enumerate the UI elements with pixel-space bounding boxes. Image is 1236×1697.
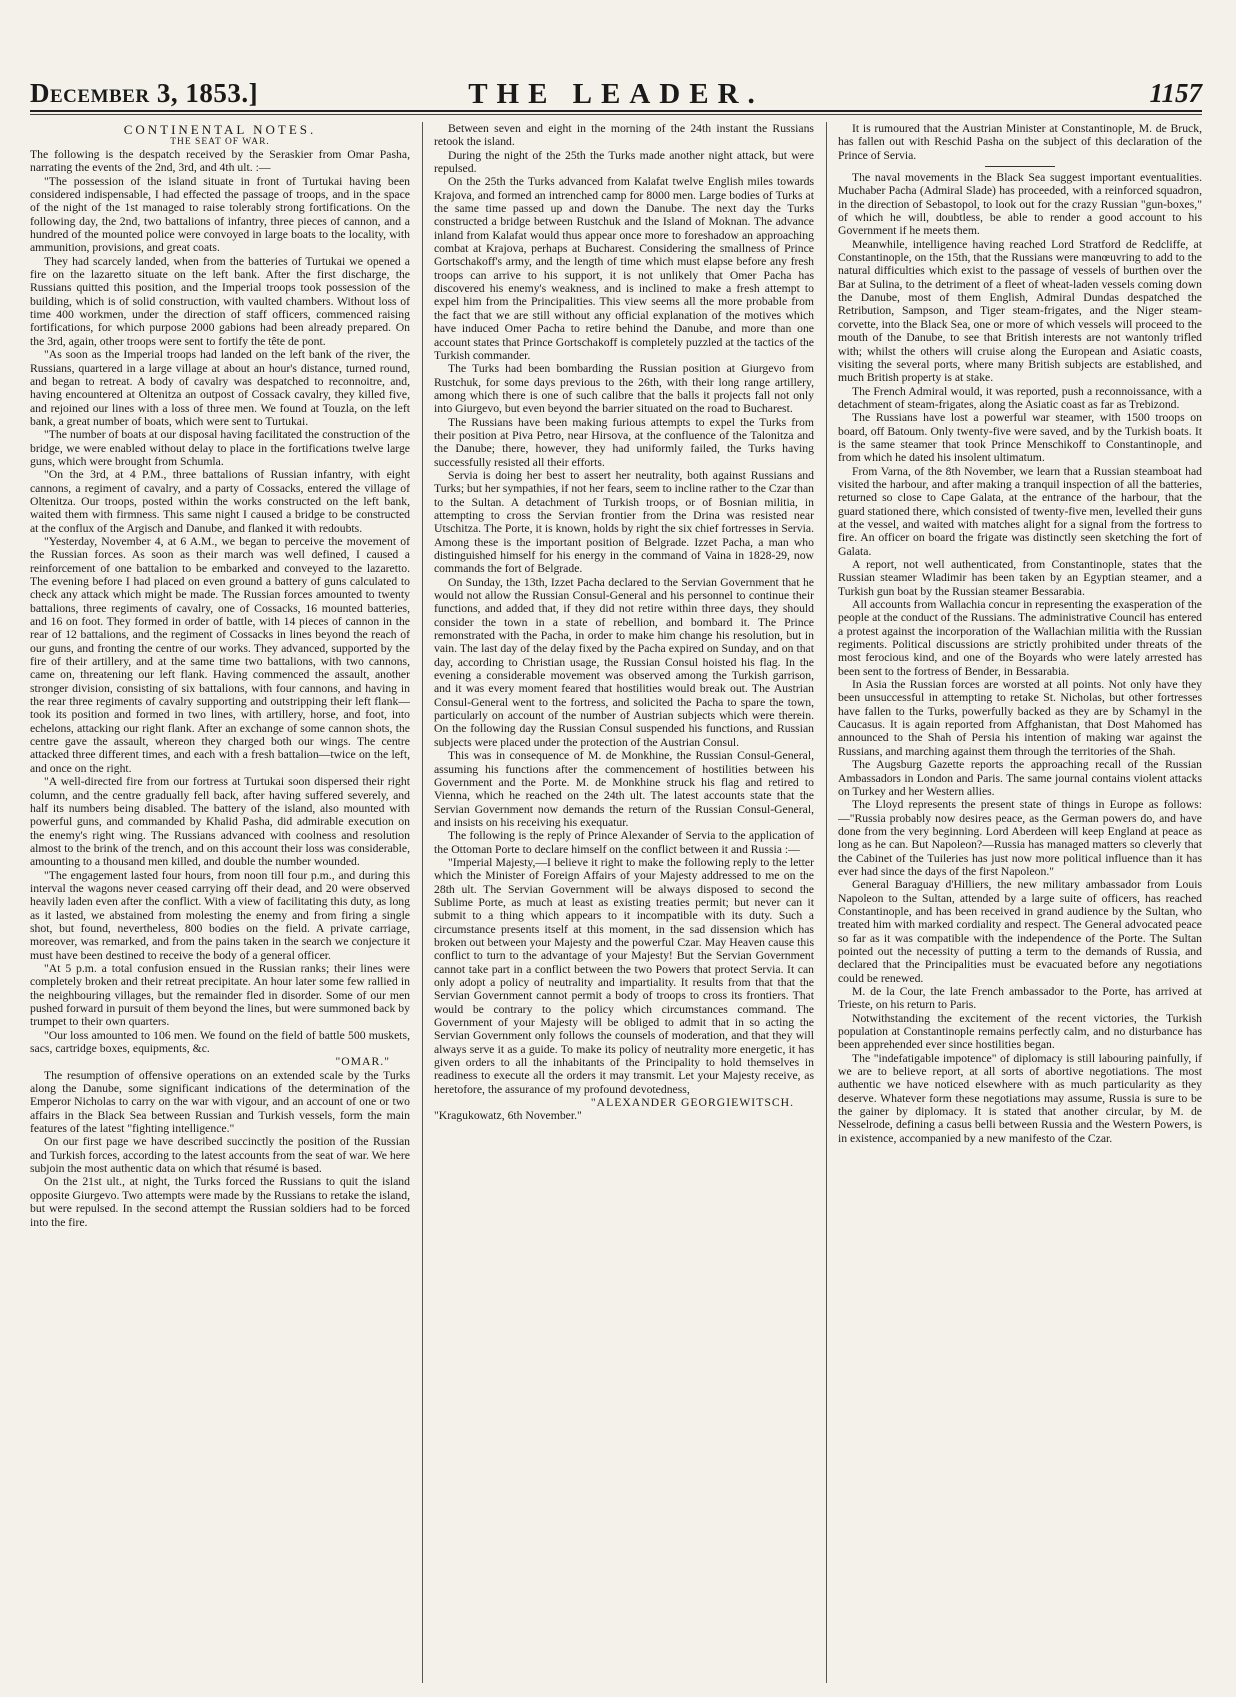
paragraph: The following is the despatch received by the Seraskier from Omar Pasha, narrating the events of the 2nd, 3rd, and 4th ult. :— bbox=[30, 148, 410, 175]
paragraph: "The engagement lasted four hours, from noon till four p.m., and during this interval the wagons never ceased carrying off their dead, and 20 were observed heavily laden even after the conflict. With a view of facilitating this duty, as long as it lasted, we abstained from molesting the enemy and from firing a single shot, but found, nevertheless, 800 bodies on the field. A private carriage, moreover, was remarked, and from the pains taken in the search we conjecture it must have been destined to receive the body of a general officer. bbox=[30, 868, 410, 962]
paragraph: During the night of the 25th the Turks made another night attack, but were repulsed. bbox=[434, 148, 814, 176]
paragraph: The Russians have been making furious attempts to expel the Turks from their position at Piva Petro, near Hirsova, at the confluence of the Talonitza and the Danube; there, however, they had uniformly failed, the Turks having successfully resisted all their efforts. bbox=[434, 415, 814, 469]
paragraph: "Imperial Majesty,—I believe it right to make the following reply to the letter which the Minister of Foreign Affairs of your Majesty addressed to me on the 28th ult. The Servian Government will be always disposed to second the Sublime Porte, as much at least as existing treaties permit; but never can it submit to a thing which appears to it incompatible with its duty. Such a circumstance presents itself at this moment, in the sad dissension which has broken out between your Majesty and the powerful Czar. May Heaven cause this conflict to turn to the advantage of your Majesty! But the Servian Government cannot take part in a conflict between the two Powers that protect Servia. It can only adopt a policy of neutrality and impartiality. It results from that that the Servian Government cannot permit a body of troops to cross its frontiers. That would be contrary to the policy which circumstances command. The Government of your Majesty will be obliged to admit that in so acting the Servian Government only follows the counsels of moderation, and that they will always serve it as a guide. To make its policy of neutrality more energetic, it has given orders to all the inhabitants of the Principality to hold themselves in readiness to execute all the orders it may transmit. Let your Majesty receive, as heretofore, the assurance of my profound devotedness, bbox=[434, 855, 814, 1096]
paragraph: On Sunday, the 13th, Izzet Pacha declared to the Servian Government that he would not allow the Russian Consul-General and his personnel to continue their functions, and added that, if they did not retire within three days, they should consider the town in a state of rebellion, and bombard it. The Prince remonstrated with the Pacha, in order to make him change his resolution, but in vain. The last day of the delay fixed by the Pacha expired on Sunday, and on that day, according to Christian usage, the Russian Consul hoisted his flag. In the evening a considerable movement was observed among the Turkish garrison, and it was every moment feared that hostilities would break out. The Austrian Consul-General went to the fortress, and solicited the Pacha to spare the town, particularly on account of the number of Austrian subjects which were therein. On the following day the Russian Consul suspended his functions, and Russian subjects were placed under the protection of the Austrian Consul. bbox=[434, 575, 814, 749]
paragraph: The Augsburg Gazette reports the approaching recall of the Russian Ambassadors in London and Paris. The same journal contains violent attacks on Turkey and her Western allies. bbox=[838, 758, 1202, 798]
paragraph: Between seven and eight in the morning of the 24th instant the Russians retook the island. bbox=[434, 122, 814, 149]
paragraph: Servia is doing her best to assert her neutrality, both against Russians and Turks; but her sympathies, if not her fears, seem to incline rather to the Czar than to the Sultan. A detachment of Turkish troops, or of Bosnian militia, in attempting to cross the Servian frontier from the Drina was resisted near Utschitza. The Porte, it is known, holds by right the six chief fortresses in Servia. Among these is the important position of Belgrade. Izzet Pacha, a man who distinguished himself for his energy in the command of Vaina in 1828-29, now commands the fort of Belgrade. bbox=[434, 468, 814, 576]
paragraph: The following is the reply of Prince Alexander of Servia to the application of the Ottoman Porte to declare himself on the conflict between it and Russia :— bbox=[434, 829, 814, 856]
paragraph: "A well-directed fire from our fortress at Turtukai soon dispersed their right column, and the centre gradually fell back, after having suffered severely, and half its numbers being disabled. The battery of the island, also mounted with powerful guns, and commanded by Khalid Pasha, did admirable execution on the enemy's right wing. The Russians advanced with coolness and resolution almost to the brink of the trench, and on this account their loss was considerable, amounting to a thousand men killed, and double the number wounded. bbox=[30, 775, 410, 869]
column-divider bbox=[422, 122, 423, 1683]
paragraph: On the 21st ult., at night, the Turks forced the Russians to quit the island opposite Giurgevo. Two attempts were made by the Russians to retake the island, but were repulsed. In the second attempt the Russian soldiers had to be forced into the fire. bbox=[30, 1175, 410, 1229]
paragraph: This was in consequence of M. de Monkhine, the Russian Consul-General, assuming his functions after the commencement of hostilities between his Government and the Porte. M. de Monkhine struck his flag and retired to Vienna, which he reached on the 24th ult. The latest accounts state that the Servian Government now demands the return of the Russian Consul-General, and insists on his receiving his exequatur. bbox=[434, 749, 814, 829]
paragraph: "The possession of the island situate in front of Turtukai having been considered indispensable, I had effected the passage of troops, and in the space of the night of the 1st managed to raise tolerably strong fortifications. On the following day, the 2nd, two battalions of infantry, three pieces of cannon, and a hundred of the mounted police were convoyed in large boats to the locality, with ammunition, provisions, and great coats. bbox=[30, 174, 410, 255]
page-number: 1157 bbox=[1149, 78, 1202, 108]
paragraph: In Asia the Russian forces are worsted at all points. Not only have they been unsuccessful in attempting to retake St. Nicholas, but other fortresses have fallen to the Turks, powerfully backed as they are by Schamyl in the Caucasus. It is again reported from Affghanistan, that Dost Mahomed has announced to the Shah of Persia his intention of making war against the Russians, and marching against them through the territories of the Shah. bbox=[838, 678, 1202, 758]
paragraph: "Yesterday, November 4, at 6 A.M., we began to perceive the movement of the Russian forces. As soon as their march was well defined, I caused a reinforcement of one battalion to be embarked and conveyed to the lazaretto. The evening before I had placed on even ground a battery of guns calculated to check any attack which might be made. The Russian forces amounted to twenty battalions, three regiments of cavalry, one of Cossacks, 16 mounted batteries, and 16 on foot. They formed in order of battle, with 14 pieces of cannon in the rear of 12 battalions, and the regiment of Cossacks in lines beyond the reach of our guns, and fronting the centre of our works. They advanced, supported by the fire of their artillery, and at the same time two battalions, with two cannons, came on, threatening our left flank. Having commenced the assault, another stronger division, consisting of six battalions, with four cannons, and having in the rear three regiments of cavalry supporting and outstripping their left flank—took its position and formed in two lines, with artillery, horse, and foot, into echelons, attacking our right flank. After an exchange of some cannon shots, the centre gave the assault, whereon they charged both our wings. The centre attacked three different times, and each with a fresh battalion—twice on the left, and once on the right. bbox=[30, 534, 410, 775]
paragraph: M. de la Cour, the late French ambassador to the Porte, has arrived at Trieste, on his return to Paris. bbox=[838, 985, 1202, 1012]
paragraph: "As soon as the Imperial troops had landed on the left bank of the river, the Russians, quartered in a large village at about an hour's distance, turned round, and began to retreat. A body of cavalry was despatched to reconnoitre, and, having encountered at Oltenitza an outpost of Cossack cavalry, they killed five, and rejoined our lines with a loss of three men. We found at Touzla, on the left bank, a great number of boats, which were sent to Turtukai. bbox=[30, 348, 410, 428]
paragraph: General Baraguay d'Hilliers, the new military ambassador from Louis Napoleon to the Sultan, attended by a large suite of officers, has reached Constantinople, and has been received in grand audience by the Sultan, who treated him with marked cordiality and respect. The General advocated peace so far as it was compatible with the independence of the Porte. The Sultan pointed out the necessity of putting a term to the demands of Russia, and declared that the Principalities must be evacuated before any negotiations could be renewed. bbox=[838, 878, 1202, 985]
section-subtitle: THE SEAT OF WAR. bbox=[170, 137, 270, 147]
paragraph: All accounts from Wallachia concur in representing the exasperation of the people at the conduct of the Russians. The administrative Council has entered a protest against the incorporation of the Wallachian militia with the Russian regiments. Political discussions are strictly prohibited under threats of the most ferocious kind, and one of the Boyards who were lately arrested has been sent to the fortress of Bender, in Bessarabia. bbox=[838, 598, 1202, 678]
separator-rule bbox=[985, 166, 1055, 167]
paragraph: "On the 3rd, at 4 P.M., three battalions of Russian infantry, with eight cannons, a regiment of cavalry, and a party of Cossacks, entered the village of Oltenitza. Our troops, posted within the works constructed on the left bank, waited them with firmness. This same night I caused a bridge to be constructed at the conflux of the Argisch and Danube, and flanked it with redoubts. bbox=[30, 468, 410, 535]
column-1 bbox=[30, 122, 410, 1683]
column-2 bbox=[434, 122, 814, 1683]
paragraph: The Russians have lost a powerful war steamer, with 1500 troops on board, off Batoum. Only twenty-five were saved, and by the Turkish boats. It is the same steamer that took Prince Menschikoff to Constantinople, and from which he dated his insolent ultimatum. bbox=[838, 411, 1202, 465]
paragraph: On our first page we have described succinctly the position of the Russian and Turkish forces, according to the latest accounts from the seat of war. We here subjoin the most authentic data on which that résumé is based. bbox=[30, 1135, 410, 1176]
paragraph: "At 5 p.m. a total confusion ensued in the Russian ranks; their lines were completely broken and their retreat precipitate. An hour later some few rallied in the neighbouring villages, but the remainder fled in disorder. Some of our men pushed forward in pursuit of them beyond the lines, but were summoned back by trumpet to their own quarters. bbox=[30, 961, 410, 1029]
masthead-title: THE LEADER. bbox=[468, 78, 764, 110]
header-rule-thin bbox=[30, 114, 1202, 115]
paragraph: On the 25th the Turks advanced from Kalafat twelve English miles towards Krajova, and formed an intrenched camp for 8000 men. Large bodies of Turks at the same time passed up and down the Danube. The next day the Turks constructed a bridge between Rustchuk and the Island of Moknan. The advance inland from Kalafat would thus appear once more to foreshadow an approaching combat at Krajova, perhaps at Bucharest. Considering the smallness of Prince Gortschakoff's army, and the length of time which must elapse before any fresh troops can arrive to his support, it is not unlikely that Omer Pacha has discovered his enemy's weakness, and is inclined to make a fresh attempt to expel him from the Principalities. This view seems all the more probable from the fact that we are still without any official explanation of the motives which have induced Omer Pacha to retire behind the Danube, and more than one account states that Prince Gortschakoff is completely puzzled at the tactics of the Turkish commander. bbox=[434, 175, 814, 362]
paragraph: It is rumoured that the Austrian Minister at Constantinople, M. de Bruck, has fallen out with Reschid Pasha on the subject of this declaration of the Prince of Servia. bbox=[838, 122, 1202, 162]
signature: "ALEXANDER GEORGIEWITSCH. bbox=[590, 1096, 794, 1110]
paragraph: The naval movements in the Black Sea suggest important eventualities. Muchaber Pacha (Admiral Slade) has proceeded, with a reinforced squadron, in the direction of Sebastopol, to look out for the crazy Russian "gun-boxes," of which he will, doubtless, be able to render a good account to his Government if he meets them. bbox=[838, 171, 1202, 238]
column-divider bbox=[826, 122, 827, 1683]
paragraph: The resumption of offensive operations on an extended scale by the Turks along the Danube, some significant indications of the determination of the Emperor Nicholas to carry on the war with vigour, and an account of one or two affairs in the Black Sea between Russian and Turkish vessels, form the main features of the latest "fighting intelligence." bbox=[30, 1068, 410, 1136]
paragraph: From Varna, of the 8th November, we learn that a Russian steamboat had visited the harbour, and after making a tranquil inspection of all the batteries, returned so close to Cape Galata, at the entrance of the harbour, that the guard stationed there, which consisted of twenty-five men, levelled their guns at the vessel, and waited with matches alight for a signal from the fortress to fire. An officer on board the frigate was distinctly seen sketching the fort of Galata. bbox=[838, 464, 1202, 558]
paragraph: The Lloyd represents the present state of things in Europe as follows:—"Russia probably now desires peace, as the German powers do, and have done from the very beginning. Lord Aberdeen will keep England at peace as long as he can. But Napoleon?—Russia has managed matters so cleverly that the Cabinet of the Tuileries has just now more political influence than it has ever had since the days of the first Napoleon." bbox=[838, 798, 1202, 878]
header-rule bbox=[30, 110, 1202, 112]
paragraph: "Our loss amounted to 106 men. We found on the field of battle 500 muskets, sacs, cartridge boxes, equipments, &c. bbox=[30, 1028, 410, 1056]
paragraph: They had scarcely landed, when from the batteries of Turtukai we opened a fire on the lazaretto situate on the left bank. After the first discharge, the Russians quitted this position, and the Imperial troops took possession of the building, which is of solid construction, with vaulted chambers. Without loss of time 400 workmen, under the direction of staff officers, commenced raising fortifications, for which purpose 2000 gabions had been already prepared. On the 3rd, again, other troops were sent to fortify the tête de pont. bbox=[30, 254, 410, 348]
paragraph: A report, not well authenticated, from Constantinople, states that the Russian steamer Wladimir has been taken by an Egyptian steamer, and a Turkish gun boat by the Russian steamer Bessarabia. bbox=[838, 558, 1202, 598]
page-header bbox=[30, 78, 1202, 108]
paragraph: Meanwhile, intelligence having reached Lord Stratford de Redcliffe, at Constantinople, on the 15th, that the Russians were manœuvring to add to the natural difficulties which exist to the passage of vessels of burthen over the Bar at Sulina, to the detriment of a fleet of wheat-laden vessels coming down the Danube, most of them English, Admiral Dundas despatched the Retribution, Sampson, and Tiger steam-frigates, and the Niger steam-corvette, into the Black Sea, one or more of which vessels will proceed to the mouth of the Danube, to see that British interests are not wantonly trifled with; whilst the others will cruise along the European and Asiatic coasts, visiting the several ports, where many British subjects are established, and much British property is at stake. bbox=[838, 237, 1202, 385]
paragraph: The "indefatigable impotence" of diplomacy is still labouring painfully, if we are to believe report, at all sorts of abortive negotiations. The most authentic we have noticed elsewhere with as much particularity as they deserve. Whatever form these negotiations may assume, Russia is sure to be the gainer by diplomacy. It is stated that another circular, by M. de Nesselrode, defining a casus belli between Russia and the Western Powers, is in existence, accompanied by a new manifesto of the Czar. bbox=[838, 1051, 1202, 1145]
paragraph: Notwithstanding the excitement of the recent victories, the Turkish population at Constantinople remains perfectly calm, and no disturbance has been apprehended ever since hostilities began. bbox=[838, 1011, 1202, 1052]
paragraph: The French Admiral would, it was reported, push a reconnoissance, with a detachment of steam-frigates, along the Asiatic coast as far as Trebizond. bbox=[838, 384, 1202, 411]
paragraph: "The number of boats at our disposal having facilitated the construction of the bridge, we were enabled without delay to place in the fortifications twelve large guns, which were brought from Schumla. bbox=[30, 428, 410, 468]
column-3 bbox=[838, 122, 1202, 1683]
signature: "OMAR." bbox=[335, 1055, 390, 1069]
paragraph: The Turks had been bombarding the Russian position at Giurgevo from Rustchuk, for some days previous to the 26th, with their long range artillery, among which there is one of such calibre that the balls it projects fall not only into Giurgevo, but even beyond the barrier situated on the road to Bucharest. bbox=[434, 362, 814, 416]
dateline: "Kragukowatz, 6th November." bbox=[434, 1109, 582, 1123]
section-title: CONTINENTAL NOTES. bbox=[123, 122, 317, 137]
header-date: December 3, 1853.] bbox=[30, 78, 259, 108]
